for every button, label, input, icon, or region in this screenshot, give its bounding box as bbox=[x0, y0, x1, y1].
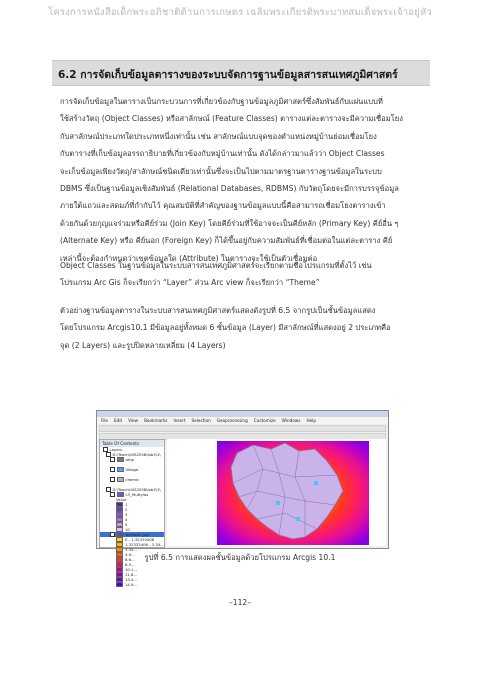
village-point bbox=[314, 481, 318, 485]
village-point bbox=[296, 517, 300, 521]
toc-row-label: 10.1... bbox=[125, 567, 138, 572]
running-header: โครงการหนังสือเด็กพระอภิชาติด้านการเกษตร เฉลิมพระเกียรติพระบาทสมเด็จพระเจ้าอยู่หัว bbox=[48, 7, 432, 18]
toc-row-label: 1.32333406 - 3.34... bbox=[125, 542, 164, 547]
toc-row-label: D:\Teach\GIS2558\lab3\1\ bbox=[112, 487, 161, 492]
layer-checkbox[interactable] bbox=[110, 467, 115, 472]
paragraph-line: ภายใต้แถวและสดมภ์ที่กำกับไว้ คุณสมบัติที่สำคัญของฐานข้อมูลแบบนี้คือสามารถเชื่อมโยงตารางเข้า bbox=[60, 201, 386, 211]
paragraph-line: โปรแกรม Arc Gis ก็จะเรียกว่า “Layer” ส่วน Arc view ก็จะเรียกว่า “Theme” bbox=[60, 278, 320, 288]
toc-row-label: Value bbox=[116, 497, 127, 502]
toc-row-label: 13.4... bbox=[125, 577, 138, 582]
toc-row-label: amp bbox=[125, 457, 134, 462]
paragraph-line: ตัวอย่างฐานข้อมูลตารางในระบบสารสนเทศภูมิศาสตร์แสดงดังรูปที่ 6.5 จากรูปเป็นชั้นข้อมูลแสดง bbox=[60, 306, 376, 315]
layer-checkbox[interactable] bbox=[110, 457, 115, 462]
layer-checkbox[interactable] bbox=[110, 532, 115, 537]
toc-row-label: 6.6... bbox=[125, 557, 135, 562]
map-canvas bbox=[167, 439, 386, 546]
legend-swatch bbox=[116, 582, 123, 587]
legend-swatch bbox=[117, 477, 124, 482]
paragraph-line: กับสาลักษณ์ประเภทใดประเภทหนึ่งเท่านั้น เช่น สาลักษณ์แบบจุดของตำแหน่งหมู่บ้านย่อมเชื่อมโยง bbox=[60, 131, 377, 141]
toolbar bbox=[99, 425, 386, 432]
layer-checkbox[interactable] bbox=[110, 492, 115, 497]
toc-row-label: 4.9... bbox=[125, 552, 135, 557]
section-heading: 6.2 การจัดเก็บข้อมูลตารางของระบบจัดการฐานข้อมูลสารสนเทศภูมิศาสตร์ bbox=[58, 69, 398, 81]
menu-item[interactable]: Bookmarks bbox=[144, 418, 168, 423]
toc-title: Table Of Contents bbox=[100, 440, 164, 447]
page-number: –112– bbox=[228, 598, 252, 607]
toc-row-label: 8.5... bbox=[125, 562, 135, 567]
toc-row-label: 14.9... bbox=[125, 582, 138, 587]
toc-row[interactable] bbox=[100, 582, 164, 587]
toc-row-label: 1 bbox=[125, 502, 128, 507]
paragraph-line: กับตารางที่เก็บข้อมูลอรรถาธิบายที่เกี่ยวข้องกับหมู่บ้านเท่านั้น ดังได้กล่าวมาแล้วว่า Object Classes bbox=[60, 149, 385, 159]
legend-swatch bbox=[117, 467, 124, 472]
paragraph-line: ด้วยกันด้วยกุญแจร่วมหรือคีย์ร่วม (Join Key) โดยคีย์ร่วมที่ใช้อาจจะเป็นคีย์หลัก (Primary Key) คีย์อื่น ๆ bbox=[60, 218, 399, 228]
legend-swatch bbox=[117, 457, 124, 462]
toc-row-label: 3.34... bbox=[125, 547, 138, 552]
toc-rows bbox=[100, 447, 164, 587]
toc-row-label: thiessen_ply bbox=[125, 532, 150, 537]
toc-row-label: 10 bbox=[125, 527, 130, 532]
village-point bbox=[276, 501, 280, 505]
paragraph-line: DBMS ซึ่งเป็นฐานข้อมูลเชิงสัมพันธ์ (Relational Databases, RDBMS) กับวัตถุโดยจะมีการบรรจุข้อมูล bbox=[60, 183, 399, 193]
paragraph-line: จะเก็บข้อมูลเพียงวัตถุ/สาลักษณ์ชนิดเดียวเท่านั้นซึ่งจะเป็นไปตามมาตรฐานตารางฐานข้อมูลในระบบ bbox=[60, 166, 382, 176]
figure-caption: รูปที่ 6.5 การแสดงผลชั้นข้อมูลด้วยโปรแกรม Arcgis 10.1 bbox=[144, 553, 336, 562]
menu-bar bbox=[97, 417, 388, 424]
toc-row-label: Layers bbox=[109, 447, 123, 452]
toc-row-label: 11.8... bbox=[125, 572, 138, 577]
toc-row-label: 5 bbox=[125, 522, 128, 527]
layer-checkbox[interactable] bbox=[110, 477, 115, 482]
menu-item[interactable]: Windows bbox=[281, 418, 301, 423]
menu-item[interactable]: Customize bbox=[253, 418, 276, 423]
menu-item[interactable]: File bbox=[101, 418, 109, 423]
paragraph-line: โดยโปรแกรม Arcgis10.1 มีข้อมูลอยู่ทั้งหมด 6 ชั้นข้อมูล (Layer) มีสาลักษณ์ที่แสดงอยู่ 2 ประเภทคือ bbox=[60, 323, 391, 333]
toc-row-label: Village bbox=[125, 467, 139, 472]
menu-item[interactable]: Help bbox=[306, 418, 316, 423]
paragraph-1 bbox=[60, 93, 428, 267]
toc-row-label: 0 - 1.32333406 bbox=[125, 537, 155, 542]
menu-item[interactable]: Edit bbox=[114, 418, 123, 423]
paragraph-3 bbox=[60, 302, 428, 354]
paragraph-line: การจัดเก็บข้อมูลในตารางเป็นกระบวนการที่เกี่ยวข้องกับฐานข้อมูลภูมิศาสตร์ซึ่งสัมพันธ์กับแผ่นแบบที่ bbox=[60, 97, 383, 106]
paragraph-line: ใช้สร้างวัตถุ (Object Classes) หรือสาลักษณ์ (Feature Classes) ตารางแต่ละตารางจะมีความเชื่อมโยง bbox=[60, 114, 403, 124]
toc-row-label: 4 bbox=[125, 517, 128, 522]
paragraph-line: เหล่านี้จะต้องกำหนดว่าเขตข้อมูลใด (Attribute) ในตารางจะใช้เป็นตัวเชื่อมต่อ bbox=[60, 253, 318, 263]
section-heading-bar bbox=[52, 60, 430, 86]
paragraph-2 bbox=[60, 257, 428, 292]
menu-item[interactable]: View bbox=[128, 418, 139, 423]
paragraph-line: (Alternate Key) หรือ คีย์นอก (Foreign Key) ก็ได้ขึ้นอยู่กับความสัมพันธ์ที่เชื่อมต่อในแต่ละตาราง คีย์ bbox=[60, 236, 393, 246]
map-view bbox=[167, 439, 386, 546]
toc-row-label: 2 bbox=[125, 507, 128, 512]
table-of-contents-panel bbox=[99, 439, 165, 587]
paragraph-line: Object Classes ในฐานข้อมูลในระบบสารสนเทศภูมิศาสตร์จะเรียกตามชื่อโปรแกรมที่ตั้งไว้ เช่น bbox=[60, 261, 372, 270]
menu-item[interactable]: Geoprocessing bbox=[216, 418, 248, 423]
menu-item[interactable]: Insert bbox=[173, 418, 186, 423]
toc-row-label: L3_Muttylas bbox=[125, 492, 149, 497]
toc-row-label: chemic bbox=[125, 477, 140, 482]
toc-row-label: 3 bbox=[125, 512, 128, 517]
toc-row-label: D:\Teach\GIS2558\lab3\1\ bbox=[112, 452, 161, 457]
paragraph-line: จุด (2 Layers) และรูปปิดหลายเหลี่ยม (4 Layers) bbox=[60, 340, 226, 350]
menu-item[interactable]: Selection bbox=[191, 418, 211, 423]
